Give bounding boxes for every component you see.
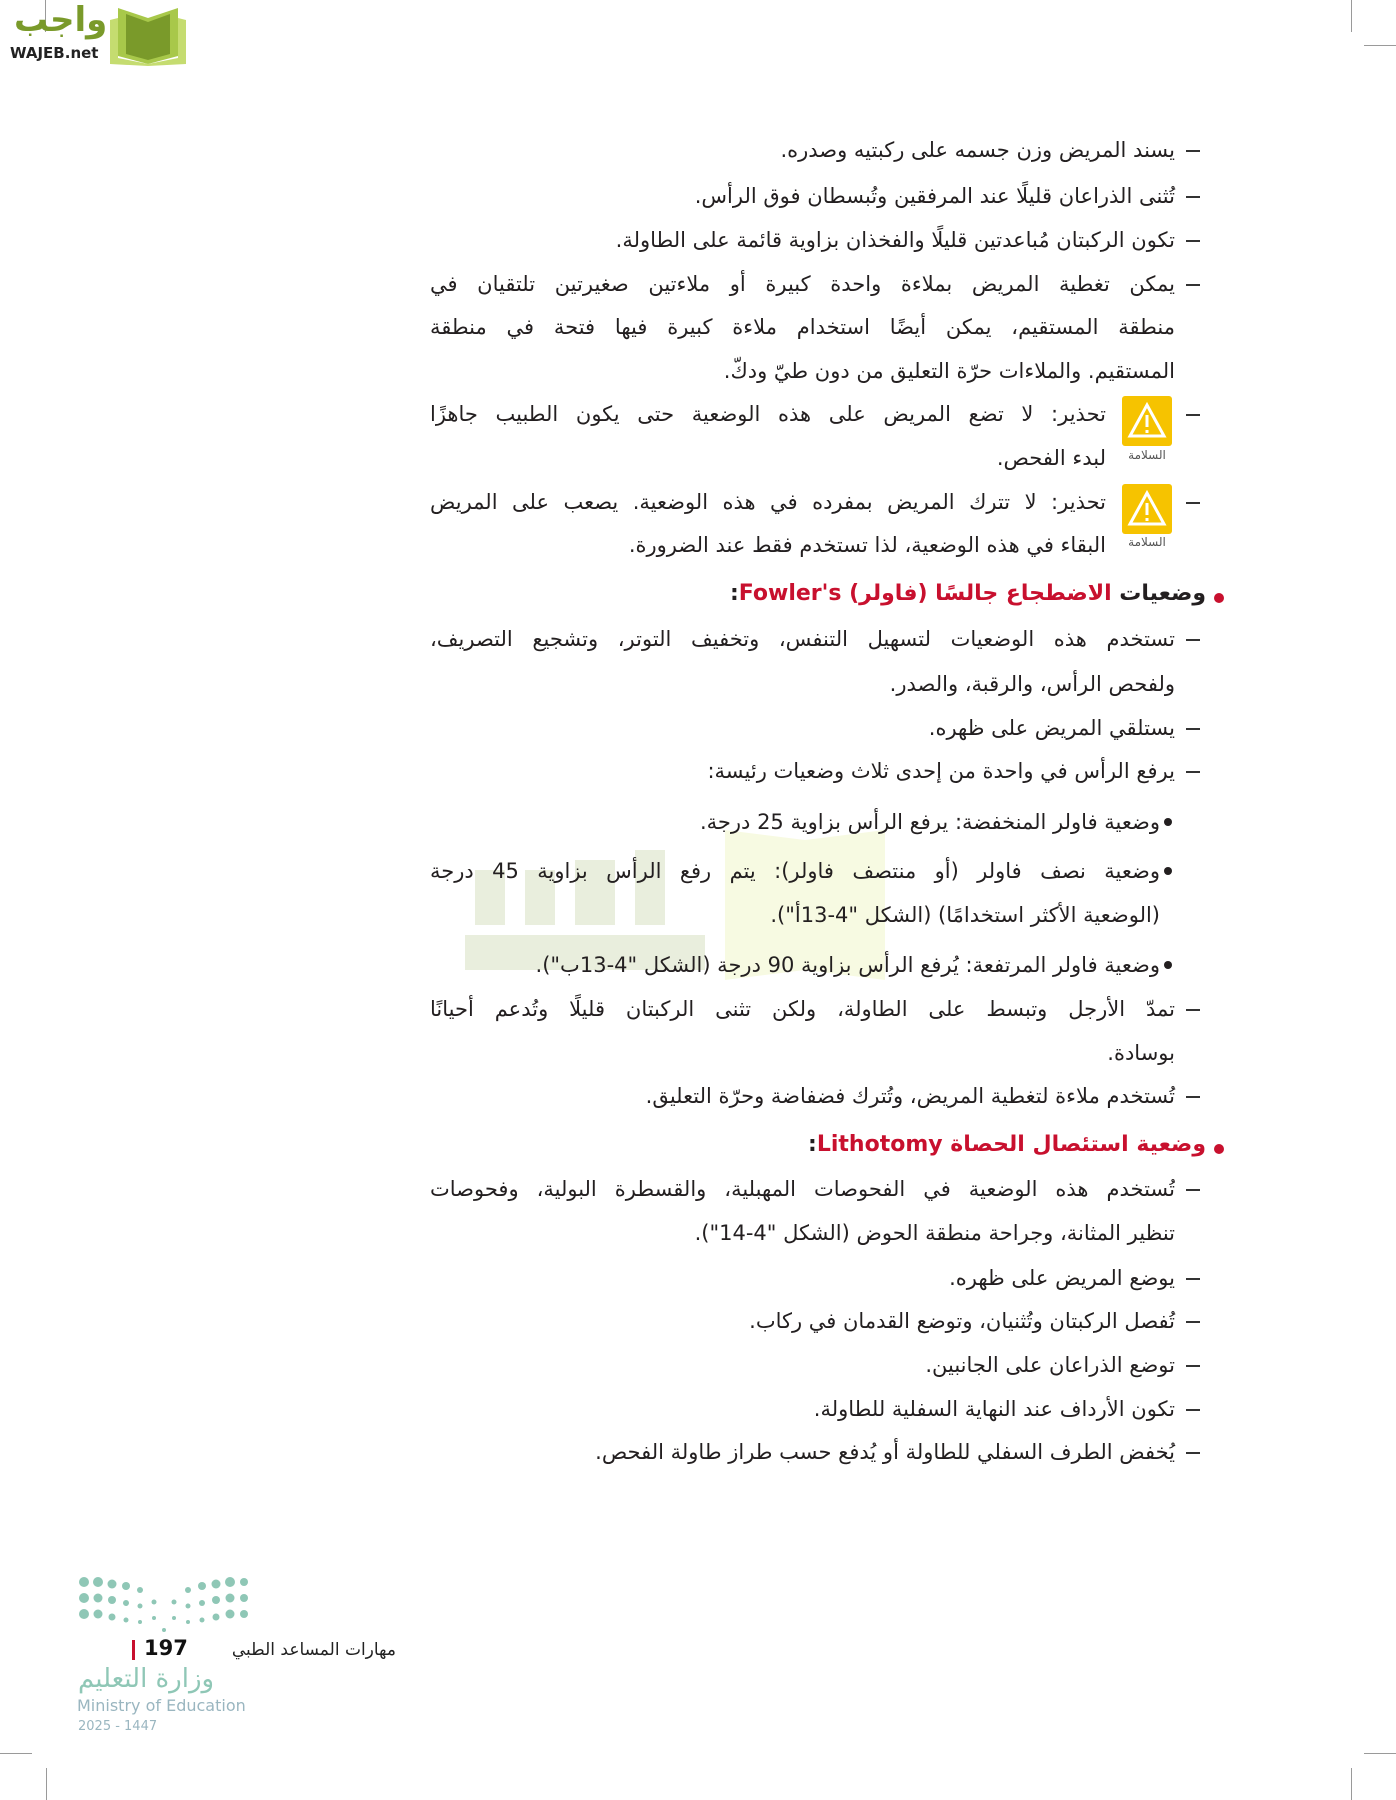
book-title: مهارات المساعد الطبي bbox=[231, 1640, 396, 1660]
list-item: تمدّ الأرجل وتبسط على الطاولة، ولكن تثنى الركبتان قليلًا وتُدعم أحيانًا bbox=[430, 997, 1175, 1021]
wajeb-logo[interactable] bbox=[8, 0, 193, 68]
section-heading-lithotomy bbox=[808, 1132, 1206, 1157]
list-item: يرفع الرأس في واحدة من إحدى ثلاث وضعيات رئيسة: bbox=[707, 759, 1175, 783]
list-item: تكون الركبتان مُباعدتين قليلًا والفخذان بزاوية قائمة على الطاولة. bbox=[615, 228, 1175, 252]
warning-icon bbox=[1122, 484, 1172, 534]
dash bbox=[1186, 728, 1200, 730]
dash bbox=[1186, 771, 1200, 773]
section-heading-fowler bbox=[730, 581, 1206, 606]
dash bbox=[1186, 284, 1200, 286]
list-item: يستلقي المريض على ظهره. bbox=[928, 716, 1175, 740]
heading-colon: : bbox=[729, 581, 739, 606]
dash bbox=[1186, 414, 1200, 416]
crop-mark bbox=[1351, 0, 1352, 32]
crop-mark bbox=[1364, 1753, 1396, 1754]
ministry-name-en: Ministry of Education bbox=[77, 1696, 246, 1715]
heading-red-part: الاضطجاع جالسًا (فاولر) Fowler's bbox=[738, 581, 1112, 606]
dash bbox=[1186, 1409, 1200, 1411]
heading-bullet bbox=[1214, 593, 1224, 603]
dash bbox=[1186, 502, 1200, 504]
bullet bbox=[1164, 867, 1172, 875]
sub-list-item: وضعية فاولر المرتفعة: يُرفع الرأس بزاوية 90 درجة (الشكل "4-13ب"). bbox=[535, 953, 1160, 977]
year: 2025 - 1447 bbox=[78, 1719, 158, 1734]
warning-icon bbox=[1122, 396, 1172, 446]
list-item: يوضع المريض على ظهره. bbox=[949, 1266, 1175, 1290]
list-item: تُستخدم هذه الوضعية في الفحوصات المهبلية، والقسطرة البولية، وفحوصات bbox=[430, 1177, 1175, 1201]
logo-arabic: واجب bbox=[14, 0, 108, 40]
safety-label: السلامة bbox=[1128, 535, 1166, 549]
list-item: توضع الذراعان على الجانبين. bbox=[925, 1353, 1175, 1377]
dash bbox=[1186, 1189, 1200, 1191]
list-item: تُثنى الذراعان قليلًا عند المرفقين وتُبسطان فوق الرأس. bbox=[694, 184, 1175, 208]
warning-text-cont: البقاء في هذه الوضعية، لذا تستخدم فقط عند الضرورة. bbox=[628, 533, 1106, 557]
bullet bbox=[1164, 818, 1172, 826]
dash bbox=[1186, 150, 1200, 152]
sub-list-item: وضعية فاولر المنخفضة: يرفع الرأس بزاوية 25 درجة. bbox=[699, 810, 1160, 834]
sub-list-item: وضعية نصف فاولر (أو منتصف فاولر): يتم رفع الرأس بزاوية 45 درجة bbox=[430, 859, 1160, 883]
heading-colon: : bbox=[808, 1132, 817, 1157]
dash bbox=[1186, 1096, 1200, 1098]
list-item: تكون الأرداف عند النهاية السفلية للطاولة. bbox=[813, 1397, 1175, 1421]
dash bbox=[1186, 1009, 1200, 1011]
dash bbox=[1186, 1321, 1200, 1323]
list-item: تُفصل الركبتان وتُثنيان، وتوضع القدمان في ركاب. bbox=[749, 1309, 1175, 1333]
crop-mark bbox=[1364, 45, 1396, 46]
sub-list-item-cont: (الوضعية الأكثر استخدامًا) (الشكل "4-13أ"). bbox=[770, 903, 1160, 927]
crop-mark bbox=[1351, 1768, 1352, 1800]
heading-bullet bbox=[1214, 1144, 1224, 1154]
dash bbox=[1186, 1452, 1200, 1454]
warning-text: تحذير: لا تترك المريض بمفرده في هذه الوضعية. يصعب على المريض bbox=[430, 490, 1106, 514]
list-item: تستخدم هذه الوضعيات لتسهيل التنفس، وتخفيف التوتر، وتشجيع التصريف، bbox=[430, 627, 1175, 651]
ministry-name-ar: وزارة التعليم bbox=[78, 1664, 215, 1694]
book-icon bbox=[108, 6, 188, 66]
list-item-cont: المستقيم. والملاءات حرّة التعليق من دون طيّ ودكّ. bbox=[723, 359, 1175, 383]
page-number: 197 bbox=[144, 1636, 188, 1660]
warning-text: تحذير: لا تضع المريض على هذه الوضعية حتى يكون الطبيب جاهزًا bbox=[430, 402, 1106, 426]
crop-mark bbox=[46, 1768, 47, 1800]
crop-mark bbox=[0, 1753, 32, 1754]
list-item: يسند المريض وزن جسمه على ركبتيه وصدره. bbox=[780, 138, 1175, 162]
page-separator bbox=[132, 1640, 135, 1660]
ministry-dots-logo bbox=[78, 1576, 248, 1634]
list-item: يمكن تغطية المريض بملاءة واحدة كبيرة أو ملاءتين صغيرتين تلتقيان في bbox=[430, 272, 1175, 296]
list-item-cont: ولفحص الرأس، والرقبة، والصدر. bbox=[889, 672, 1175, 696]
heading-black-part: وضعيات bbox=[1119, 581, 1206, 606]
dash bbox=[1186, 1278, 1200, 1280]
dash bbox=[1186, 196, 1200, 198]
bullet bbox=[1164, 961, 1172, 969]
list-item: يُخفض الطرف السفلي للطاولة أو يُدفع حسب طراز طاولة الفحص. bbox=[595, 1440, 1175, 1464]
heading-red-part: وضعية استئصال الحصاة Lithotomy bbox=[816, 1132, 1206, 1157]
warning-text-cont: لبدء الفحص. bbox=[996, 446, 1106, 470]
dash bbox=[1186, 1365, 1200, 1367]
list-item-cont: منطقة المستقيم، يمكن أيضًا استخدام ملاءة كبيرة فيها فتحة في منطقة bbox=[430, 315, 1175, 339]
dash bbox=[1186, 639, 1200, 641]
list-item-cont: تنظير المثانة، وجراحة منطقة الحوض (الشكل "4-14"). bbox=[694, 1221, 1175, 1245]
dash bbox=[1186, 240, 1200, 242]
list-item: تُستخدم ملاءة لتغطية المريض، وتُترك فضفاضة وحرّة التعليق. bbox=[645, 1084, 1175, 1108]
safety-label: السلامة bbox=[1128, 448, 1166, 462]
logo-latin: WAJEB.net bbox=[10, 44, 99, 62]
list-item-cont: بوسادة. bbox=[1107, 1041, 1175, 1065]
